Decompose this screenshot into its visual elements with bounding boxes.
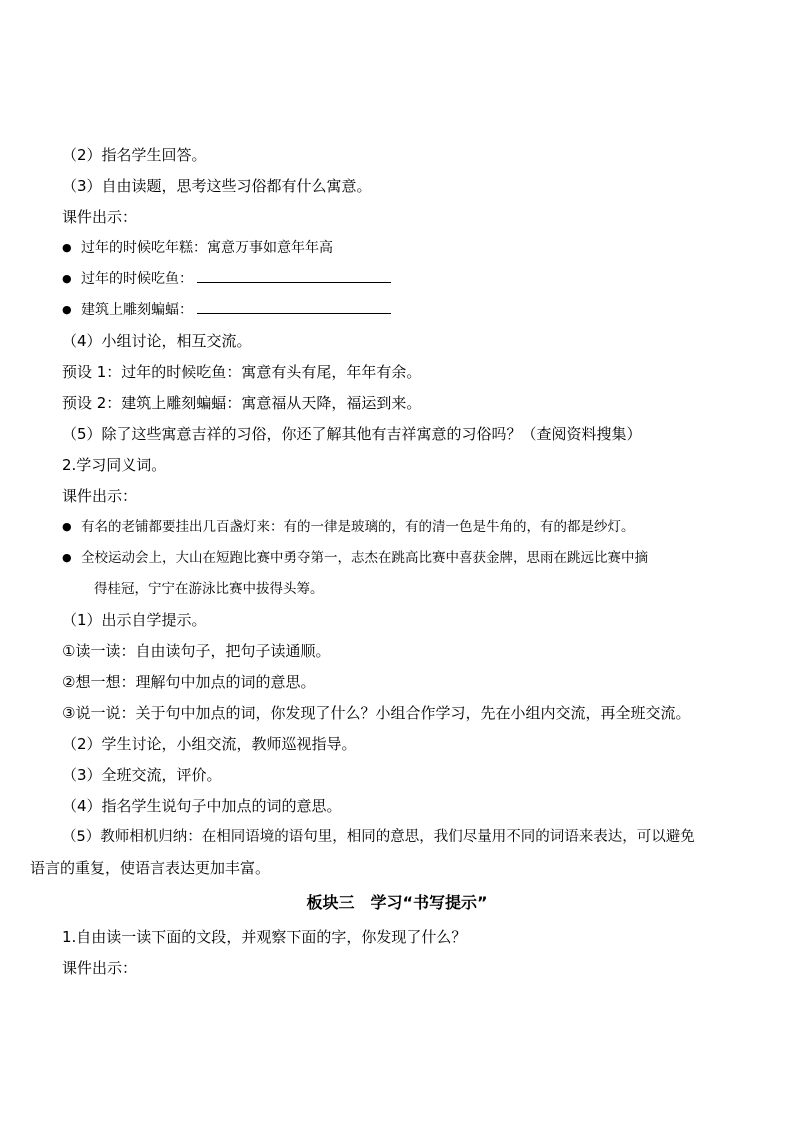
bullet-icon: ● [62, 551, 72, 564]
text-line: （5）教师相机归纳：在相同语境的语句里，相同的意思，我们尽量用不同的词语来表达，可以避免 [62, 829, 695, 845]
text-line: ③说一说：关于句中加点的词，你发现了什么？小组合作学习，先在小组内交流，再全班交流。 [62, 704, 691, 722]
bullet-item-continuation: 得桂冠，宁宁在游泳比赛中拔得头筹。 [94, 581, 324, 597]
bullet-item: 有名的老铺都要挂出几百盏灯来：有的一律是玻璃的，有的清一色是牛角的，有的都是纱灯。 [81, 519, 635, 535]
section-heading: 板块三 学习“书写提示” [306, 893, 488, 912]
bullet-item: 全校运动会上，大山在短跑比赛中勇夺第一，志杰在跳高比赛中喜获金牌，思雨在跳远比赛中摘 [81, 550, 648, 566]
text-line: （3）全班交流，评价。 [62, 766, 222, 784]
fill-in-blank [197, 269, 391, 283]
bullet-icon: ● [62, 520, 72, 533]
bullet-icon: ● [62, 272, 72, 285]
text-line: （2）指名学生回答。 [62, 146, 207, 164]
text-line: （5）除了这些寓意吉祥的习俗，你还了解其他有吉祥寓意的习俗吗？（查阅资料搜集） [62, 425, 642, 443]
bullet-item-text: 过年的时候吃鱼： [81, 271, 193, 287]
fill-in-blank [197, 300, 391, 314]
text-line: 预设 2：建筑上雕刻蝙蝠：寓意福从天降，福运到来。 [62, 394, 422, 412]
bullet-item [81, 300, 391, 320]
text-line: 课件出示： [62, 487, 138, 505]
bullet-icon: ● [62, 303, 72, 316]
text-line: 语言的重复，使语言表达更加丰富。 [30, 859, 271, 877]
bullet-item-text: 建筑上雕刻蝙蝠： [81, 302, 193, 318]
text-line: （1）出示自学提示。 [62, 611, 207, 629]
text-line: 课件出示： [62, 959, 138, 977]
text-line: （2）学生讨论，小组交流，教师巡视指导。 [62, 735, 357, 753]
text-line: （4）指名学生说句子中加点的词的意思。 [62, 797, 342, 815]
bullet-icon: ● [62, 241, 72, 254]
text-line: （3）自由读题，思考这些习俗都有什么寓意。 [62, 177, 372, 195]
text-line: （4）小组讨论，相互交流。 [62, 332, 252, 350]
text-line: 预设 1：过年的时候吃鱼：寓意有头有尾，年年有余。 [62, 363, 422, 381]
bullet-item [81, 269, 391, 289]
text-line: 2.学习同义词。 [62, 456, 167, 474]
text-line: 1.自由读一读下面的文段，并观察下面的字，你发现了什么？ [62, 928, 467, 946]
bullet-item: 过年的时候吃年糕：寓意万事如意年年高 [81, 240, 333, 256]
text-line: ②想一想：理解句中加点的词的意思。 [62, 673, 316, 691]
text-line: 课件出示： [62, 208, 138, 226]
text-line: ①读一读：自由读句子，把句子读通顺。 [62, 642, 331, 660]
